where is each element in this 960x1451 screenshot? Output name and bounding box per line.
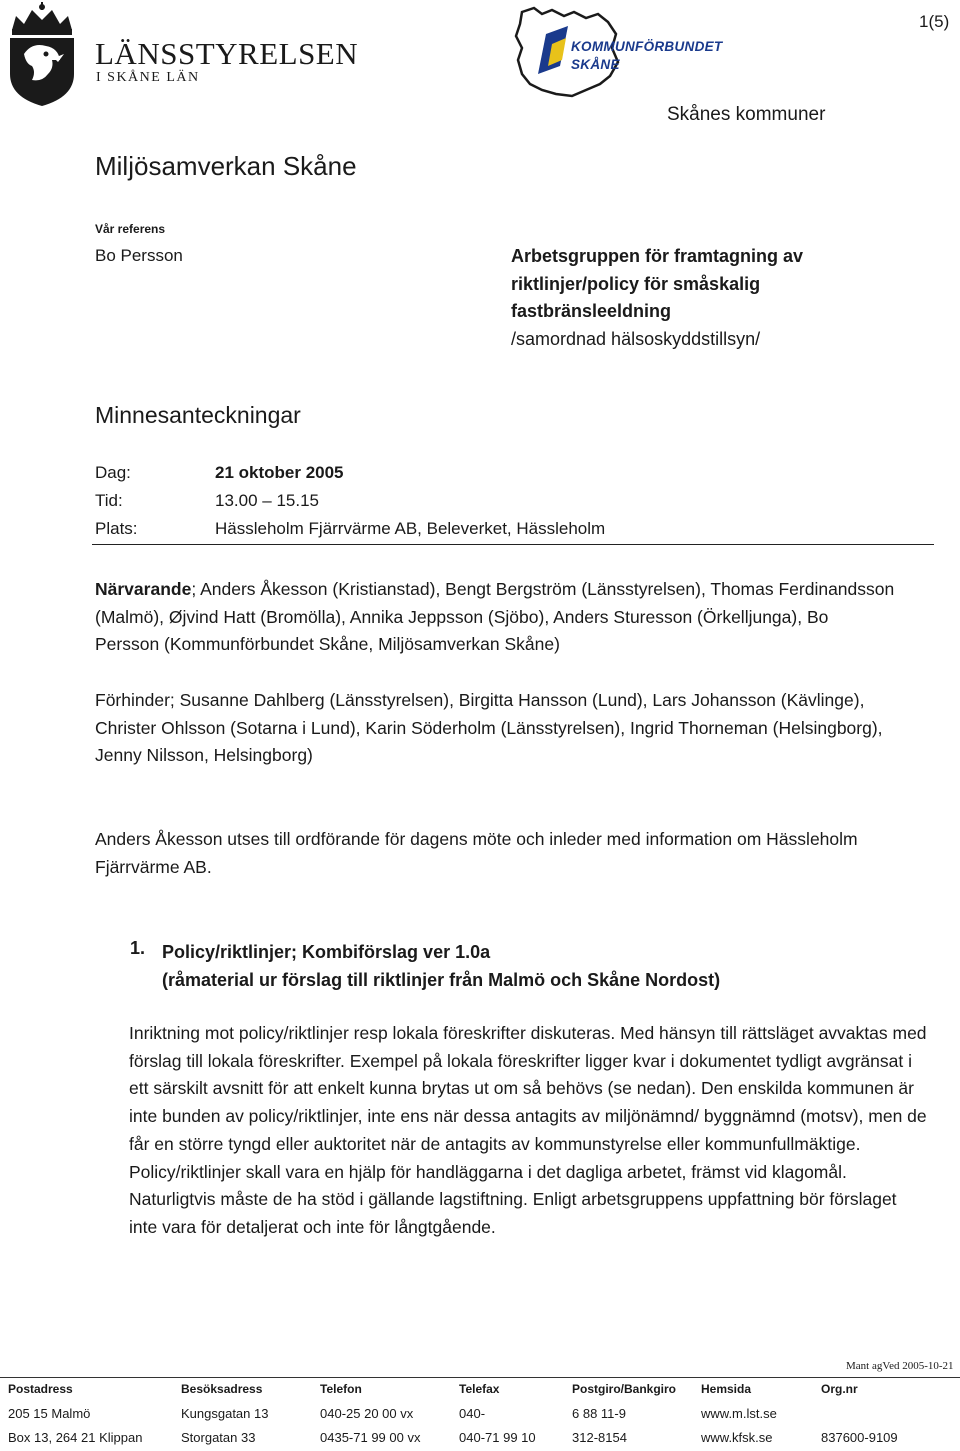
footer-cell: www.kfsk.se	[701, 1430, 773, 1445]
recipient-line3: fastbränsleeldning	[511, 301, 672, 321]
kf-name-line1: KOMMUNFÖRBUNDET	[571, 39, 723, 54]
footer-header-telefax: Telefax	[459, 1382, 500, 1396]
footer-header-orgnr: Org.nr	[821, 1382, 858, 1396]
lansstyrelsen-name: LÄNSSTYRELSEN	[95, 36, 359, 71]
section-number: 1.	[130, 938, 146, 958]
document-type: Minnesanteckningar	[95, 402, 301, 428]
footer-cell: 837600-9109	[821, 1430, 898, 1445]
footer-cell: 040-25 20 00 vx	[320, 1406, 414, 1421]
footer-cell: Kungsgatan 13	[181, 1406, 269, 1421]
footer-cell: 0435-71 99 00 vx	[320, 1430, 421, 1445]
footer-cell: 040-71 99 10	[459, 1430, 536, 1445]
footer-header-postadress: Postadress	[8, 1382, 73, 1396]
meeting-place-row	[95, 519, 605, 539]
time-value: 13.00 – 15.15	[215, 491, 319, 510]
reference-label: Vår referens	[95, 222, 166, 236]
footer-header-telefon: Telefon	[320, 1382, 362, 1396]
present-text: ; Anders Åkesson (Kristianstad), Bengt Bergström (Länsstyrelsen), Thomas Ferdinandsson (Malmö), Øjvind Hatt (Bromölla), Annika Jeppsson (Sjöbo), Anders Sturesson (Örkelljunga), Bo Persson (Kommunförbundet Skåne, Miljösamverkan Skåne)	[95, 579, 895, 654]
present-label: Närvarande	[95, 579, 192, 599]
intro-paragraph: Anders Åkesson utses till ordförande för dagens möte och inleder med information om Hässleholm Fjärrvärme AB.	[95, 829, 858, 877]
footer-header-besoksadress: Besöksadress	[181, 1382, 263, 1396]
page-number: 1(5)	[919, 12, 950, 31]
recipient-line2: riktlinjer/policy för småskalig	[511, 273, 761, 294]
present-paragraph	[95, 576, 895, 659]
reference-name: Bo Persson	[95, 246, 183, 265]
lansstyrelsen-logo	[0, 0, 359, 110]
recipient-line4: /samordnad hälsoskyddstillsyn/	[511, 328, 761, 349]
crest-icon	[2, 2, 82, 107]
footer-note: Mant agVed 2005-10-21	[846, 1360, 954, 1372]
footer-cell: Box 13, 264 21 Klippan	[8, 1430, 143, 1445]
footer-cell: Storgatan 33	[181, 1430, 256, 1445]
recipient-line1: Arbetsgruppen för framtagning av	[511, 246, 804, 266]
footer-cell: 312-8154	[572, 1430, 627, 1445]
footer-cell: 6 88 11-9	[572, 1406, 626, 1421]
absent-paragraph: Förhinder; Susanne Dahlberg (Länsstyrelsen), Birgitta Hansson (Lund), Lars Johansson (Kävlinge), Christer Ohlsson (Sotarna i Lund), Karin Söderholm (Länsstyrelsen), Ingrid Thorneman (Helsingborg), Jenny Nilsson, Helsingborg)	[95, 690, 883, 765]
place-label: Plats:	[95, 519, 138, 538]
meeting-date-row	[95, 463, 344, 483]
footer-divider	[0, 1377, 960, 1378]
department-name: Skånes kommuner	[667, 104, 826, 125]
time-label: Tid:	[95, 491, 123, 510]
footer-cell: 205 15 Malmö	[8, 1406, 91, 1421]
section-title-line2: (råmaterial ur förslag till riktlinjer från Malmö och Skåne Nordost)	[162, 970, 721, 990]
section-title	[162, 938, 922, 994]
recipient-block	[511, 243, 941, 353]
footer-cell: 040-	[459, 1406, 486, 1421]
divider	[92, 544, 934, 545]
kf-name-line2: SKÅNE	[571, 57, 620, 72]
date-value: 21 oktober 2005	[215, 463, 344, 482]
kommunforbundet-logo	[512, 4, 752, 102]
date-label: Dag:	[95, 463, 131, 482]
lansstyrelsen-subtitle: I SKÅNE LÄN	[96, 70, 200, 85]
footer-header-hemsida: Hemsida	[701, 1382, 752, 1396]
place-value: Hässleholm Fjärrvärme AB, Beleverket, Hässleholm	[215, 519, 606, 538]
meeting-time-row	[95, 491, 319, 511]
section-body: Inriktning mot policy/riktlinjer resp lokala föreskrifter diskuteras. Med hänsyn till rättsläget avvaktas med förslag till lokala föreskrifter. Exempel på lokala föreskrifter ligger kvar i dokumentet tydligt avgränsat i ett särskilt avsnitt för att enkelt kunna brytas ut om så behövs (se nedan). Den enskilda kommunen är inte bunden av policy/riktlinjer, inte ens när dessa antagits av miljönämnd/ byggnämnd (motsv), men de får en större tyngd eller auktoritet när de antagits av kommunstyrelse eller kommunfullmäktige. Policy/riktlinjer skall vara en hjälp för handläggarna i det dagliga arbetet, främst vid klagomål. Naturligtvis måste de ha stöd i gällande lagstiftning. Enligt arbetsgruppens uppfattning bör förslaget inte vara för detaljerat och inte för långtgående.	[129, 1023, 927, 1237]
footer-header-postgiro: Postgiro/Bankgiro	[572, 1382, 677, 1396]
section-title-line1: Policy/riktlinjer; Kombiförslag ver 1.0a	[162, 942, 491, 962]
footer-cell: www.m.lst.se	[701, 1406, 777, 1421]
organization-title: Miljösamverkan Skåne	[95, 151, 357, 181]
